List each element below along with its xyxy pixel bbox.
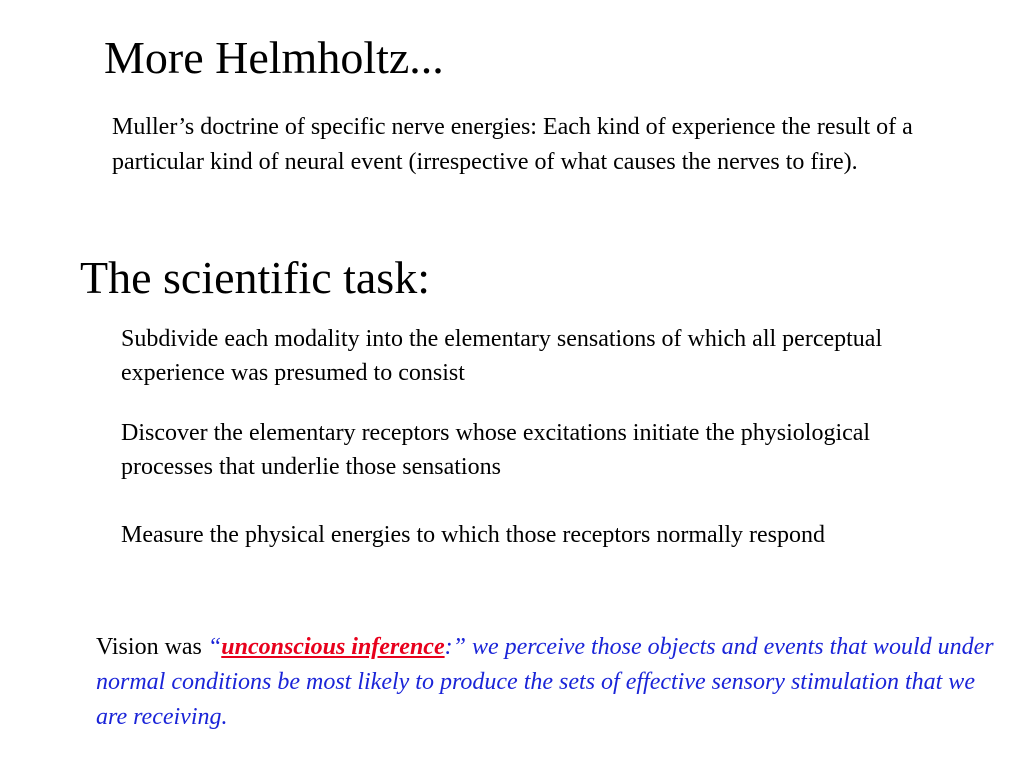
vision-explanation: we perceive those objects and events that would under normal conditions be most likely to produce the sets of effective sensory stimulation that we are receiving. — [96, 634, 994, 730]
unconscious-inference-term: unconscious inference — [221, 634, 445, 660]
vision-paragraph — [96, 630, 996, 735]
vision-prefix: Vision was — [96, 634, 208, 660]
section-heading: The scientific task: — [80, 252, 430, 303]
muller-doctrine-paragraph: Muller’s doctrine of specific nerve energies: Each kind of experience the result of a particular kind of neural event (irrespective of what causes the nerves to fire). — [112, 114, 913, 175]
task-item: Subdivide each modality into the elementary sensations of which all perceptual experience was presumed to consist — [121, 326, 883, 386]
open-quote: “ — [207, 634, 222, 660]
task-item: Measure the physical energies to which those receptors normally respond — [121, 522, 826, 548]
slide-title: More Helmholtz... — [104, 32, 444, 83]
close-quote: :” — [444, 634, 466, 660]
task-item: Discover the elementary receptors whose excitations initiate the physiological processes that underlie those sensations — [121, 420, 871, 480]
